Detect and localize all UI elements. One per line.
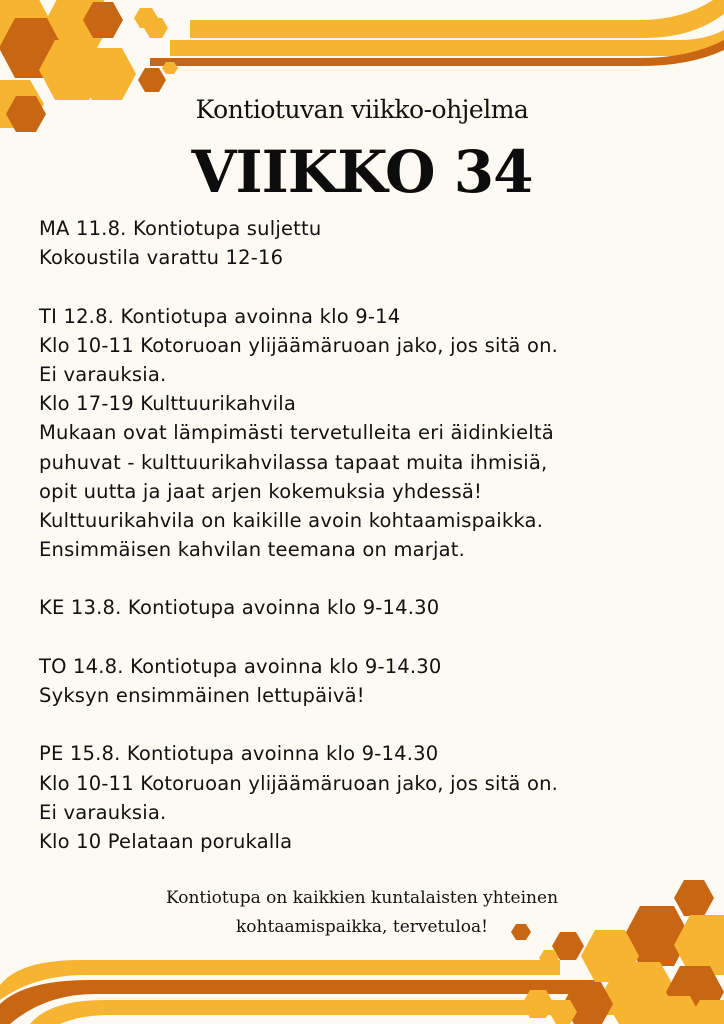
day-wednesday [39, 593, 699, 622]
schedule-line: puhuvat - kulttuurikahvilassa tapaat muita ihmisiä, [39, 450, 548, 474]
schedule-line: TO 14.8. Kontiotupa avoinna klo 9-14.30 [39, 654, 442, 678]
schedule-line: Kulttuurikahvila on kaikille avoin kohtaamispaikka. [39, 508, 544, 532]
schedule-line: Ei varauksia. [39, 800, 167, 824]
schedule-line: TI 12.8. Kontiotupa avoinna klo 9-14 [39, 304, 401, 328]
schedule-line: Klo 10 Pelataan porukalla [39, 829, 293, 853]
schedule-line: MA 11.8. Kontiotupa suljettu [39, 217, 322, 240]
day-tuesday [39, 302, 699, 565]
day-thursday [39, 652, 699, 710]
schedule-line: opit uutta ja jaat arjen kokemuksia yhdessä! [39, 479, 483, 503]
day-monday [39, 214, 699, 272]
schedule-line: KE 13.8. Kontiotupa avoinna klo 9-14.30 [39, 596, 440, 620]
schedule-line: Syksyn ensimmäinen lettupäivä! [39, 684, 365, 707]
schedule-line: Mukaan ovat lämpimästi tervetulleita eri äidinkieltä [39, 421, 554, 445]
schedule-line: Kokoustila varattu 12-16 [39, 246, 284, 270]
top-swoosh-decoration [150, 0, 724, 66]
weekly-schedule [39, 214, 699, 856]
schedule-line: Klo 10-11 Kotoruoan ylijäämäruoan jako, jos sitä on. [39, 771, 559, 795]
footer-line-2: kohtaamispaikka, tervetuloa! [236, 917, 488, 937]
schedule-line: Klo 17-19 Kulttuurikahvila [39, 392, 297, 416]
day-friday [39, 739, 699, 856]
footer-line-1: Kontiotupa on kaikkien kuntalaisten yhteinen [165, 888, 559, 908]
program-subtitle: Kontiotuvan viikko-ohjelma [195, 95, 529, 124]
footer-message [0, 884, 724, 942]
schedule-line: Klo 10-11 Kotoruoan ylijäämäruoan jako, jos sitä on. [39, 333, 559, 357]
week-title: VIIKKO 34 [191, 138, 533, 206]
schedule-line: PE 15.8. Kontiotupa avoinna klo 9-14.30 [39, 742, 439, 766]
schedule-line: Ei varauksia. [39, 362, 167, 386]
schedule-line: Ensimmäisen kahvilan teemana on marjat. [39, 538, 466, 562]
